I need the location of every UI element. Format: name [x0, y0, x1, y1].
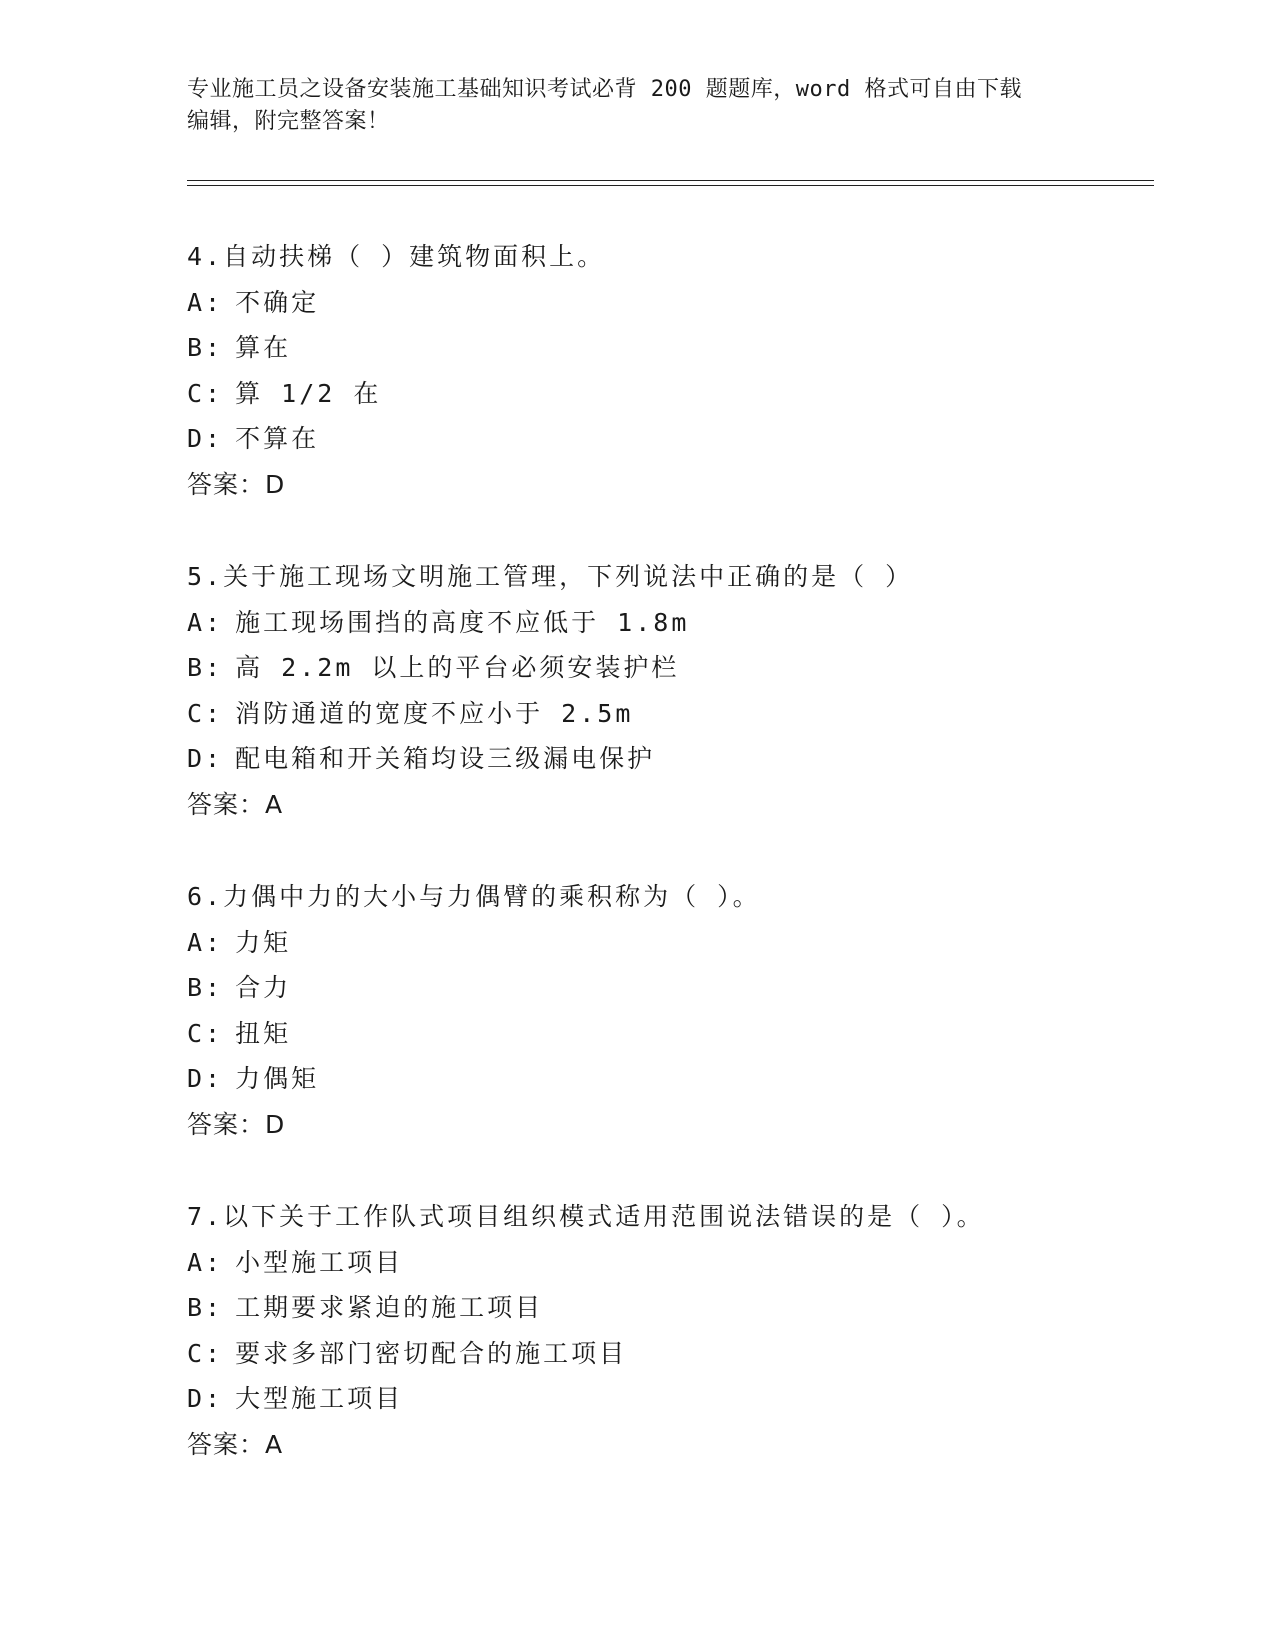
question-6: [187, 874, 1147, 1194]
option-a: [187, 280, 1147, 326]
option-key: B:: [187, 1293, 224, 1322]
option-key: B:: [187, 333, 224, 362]
option-d: [187, 416, 1147, 462]
option-a: [187, 600, 1147, 646]
option-text: 施工现场围挡的高度不应低于 1.8m: [235, 607, 690, 637]
option-a: [187, 920, 1147, 966]
option-key: A:: [187, 927, 224, 957]
option-key: B:: [187, 973, 224, 1002]
option-c: [187, 691, 1147, 737]
option-key: A:: [187, 607, 224, 637]
option-c: [187, 371, 1147, 417]
header-title-line-1: 专业施工员之设备安装施工基础知识考试必背 200 题题库，word 格式可自由下载: [187, 77, 1022, 102]
option-text: 大型施工项目: [235, 1384, 404, 1413]
header-divider-top: [187, 180, 1154, 181]
option-text: 合力: [235, 973, 292, 1002]
option-c: [187, 1331, 1147, 1377]
option-a: [187, 1240, 1147, 1286]
option-text: 算在: [235, 333, 292, 362]
option-key: C:: [187, 378, 224, 408]
header-title-line-2: 编辑，附完整答案！: [187, 109, 390, 134]
option-text: 高 2.2m 以上的平台必须安装护栏: [235, 653, 680, 682]
option-b: [187, 325, 1147, 371]
option-text: 消防通道的宽度不应小于 2.5m: [235, 698, 634, 728]
option-key: C:: [187, 698, 224, 728]
document-header: [187, 74, 1087, 138]
option-key: A:: [187, 1247, 224, 1277]
option-key: D:: [187, 424, 224, 453]
header-divider-bottom: [187, 185, 1154, 186]
option-text: 算 1/2 在: [235, 378, 382, 408]
question-4: [187, 234, 1147, 554]
option-text: 要求多部门密切配合的施工项目: [235, 1338, 628, 1368]
option-text: 力偶矩: [235, 1064, 320, 1093]
option-text: 不确定: [235, 287, 320, 317]
question-stem: 5.关于施工现场文明施工管理，下列说法中正确的是（ ）: [187, 562, 914, 591]
option-text: 工期要求紧迫的施工项目: [235, 1293, 544, 1322]
option-key: C:: [187, 1338, 224, 1368]
option-key: D:: [187, 1384, 224, 1413]
option-text: 力矩: [235, 927, 292, 957]
option-text: 配电箱和开关箱均设三级漏电保护: [235, 744, 656, 773]
answer: 答案：A: [187, 789, 284, 819]
option-text: 不算在: [235, 424, 320, 453]
question-list: [187, 234, 1147, 1514]
question-5: [187, 554, 1147, 874]
answer: 答案：D: [187, 469, 286, 499]
answer: 答案：D: [187, 1109, 286, 1139]
option-d: [187, 1056, 1147, 1102]
option-c: [187, 1011, 1147, 1057]
option-key: B:: [187, 653, 224, 682]
option-text: 扭矩: [235, 1018, 292, 1048]
answer: 答案：A: [187, 1429, 284, 1459]
option-d: [187, 736, 1147, 782]
option-d: [187, 1376, 1147, 1422]
option-key: C:: [187, 1018, 224, 1048]
option-key: D:: [187, 744, 224, 773]
question-7: [187, 1194, 1147, 1514]
option-key: D:: [187, 1064, 224, 1093]
option-b: [187, 645, 1147, 691]
question-stem: 6.力偶中力的大小与力偶臂的乘积称为（ ）。: [187, 882, 761, 911]
option-b: [187, 965, 1147, 1011]
option-key: A:: [187, 287, 224, 317]
option-b: [187, 1285, 1147, 1331]
question-stem: 7.以下关于工作队式项目组织模式适用范围说法错误的是（ ）。: [187, 1202, 985, 1231]
option-text: 小型施工项目: [235, 1247, 404, 1277]
question-stem: 4.自动扶梯（ ）建筑物面积上。: [187, 242, 606, 271]
